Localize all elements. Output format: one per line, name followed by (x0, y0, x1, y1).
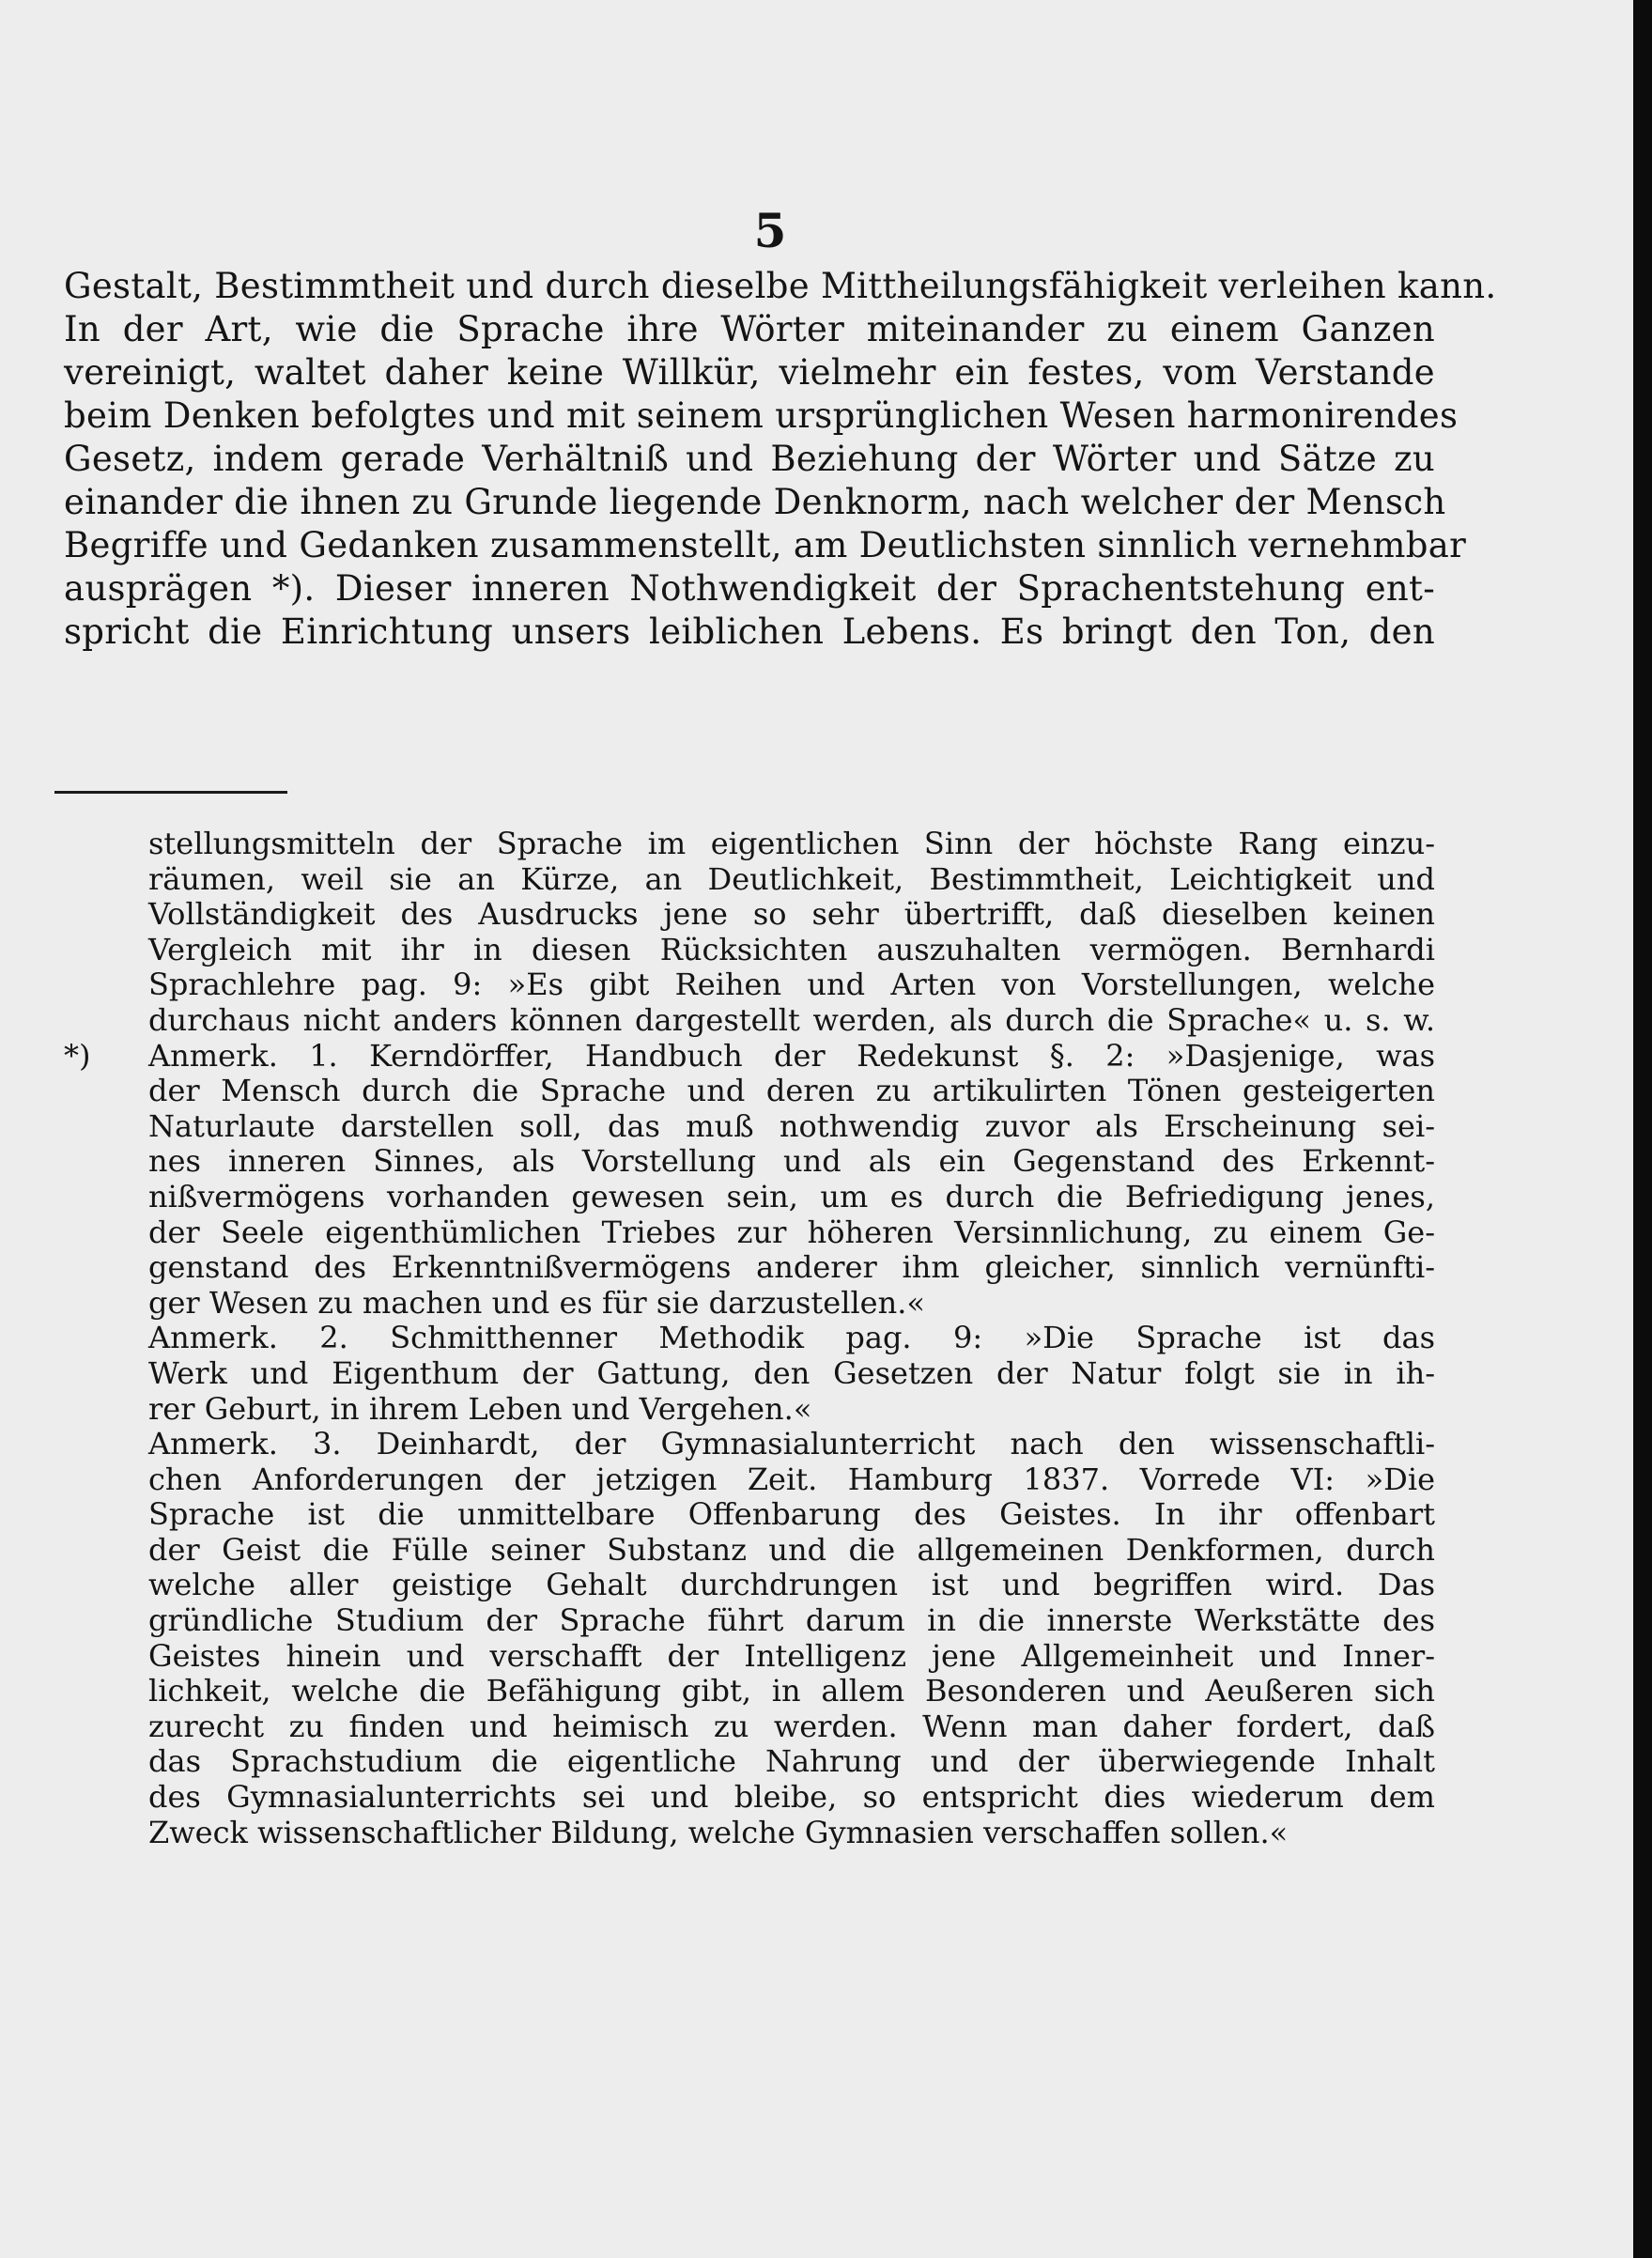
footnote-line: Vollständigkeit des Ausdrucks jene so sehr übertrifft, daß dieselben keinen (148, 896, 1435, 933)
footnote-line: lichkeit, welche die Befähigung gibt, in allem Besonderen und Aeußeren sich (148, 1673, 1435, 1709)
footnote-line: Anmerk. 3. Deinhardt, der Gymnasialunterricht nach den wissenschaftli- (148, 1426, 1435, 1462)
text-line: Gesetz, indem gerade Verhältniß und Beziehung der Wörter und Sätze zu (64, 439, 1435, 479)
text-line: vereinigt, waltet daher keine Willkür, vielmehr ein festes, vom Verstande (64, 352, 1435, 393)
main-text (64, 265, 1497, 654)
footnotes (64, 827, 1435, 1850)
footnote-line: des Gymnasialunterrichts sei und bleibe, so entspricht dies wiederum dem (148, 1779, 1435, 1816)
footnote-line: gründliche Studium der Sprache führt darum in die innerste Werkstätte des (148, 1602, 1435, 1639)
footnote-line: Sprachlehre pag. 9: »Es gibt Reihen und Arten von Vorstellungen, welche (148, 967, 1435, 1003)
footnote-line-text: Anmerk. 1. Kerndörffer, Handbuch der Redekunst §. 2: »Dasjenige, was (148, 1037, 1435, 1074)
footnote-separator (54, 791, 287, 794)
footnote-line: ger Wesen zu machen und es für sie darzustellen.« (148, 1284, 925, 1321)
footnote-line: räumen, weil sie an Kürze, an Deutlichkeit, Bestimmtheit, Leichtigkeit und (148, 860, 1435, 897)
footnote-line: stellungsmitteln der Sprache im eigentlichen Sinn der höchste Rang einzu- (148, 826, 1435, 861)
footnote-line: zurecht zu finden und heimisch zu werden. Wenn man daher fordert, daß (148, 1708, 1435, 1744)
footnote-line: Anmerk. 2. Schmitthenner Methodik pag. 9: »Die Sprache ist das (148, 1320, 1435, 1356)
footnote-line: Sprache ist die unmittelbare Offenbarung des Geistes. In ihr offenbart (148, 1496, 1435, 1533)
footnote-line: der Geist die Fülle seiner Substanz und die allgemeinen Denkformen, durch (148, 1531, 1435, 1568)
page-edge-shadow (1633, 0, 1652, 2258)
footnote-line: genstand des Erkenntnißvermögens anderer ihm gleicher, sinnlich vernünfti- (148, 1249, 1435, 1286)
text-line: Begriffe und Gedanken zusammenstellt, am Deutlichsten sinnlich vernehmbar (64, 525, 1467, 565)
footnote-line: Vergleich mit ihr in diesen Rücksichten auszuhalten vermögen. Bernhardi (148, 931, 1435, 967)
footnote-line: Werk und Eigenthum der Gattung, den Gesetzen der Natur folgt sie in ih- (148, 1354, 1435, 1391)
footnote-line: Zweck wissenschaftlicher Bildung, welche Gymnasien verschaffen sollen.« (148, 1814, 1289, 1850)
text-line: ausprägen *). Dieser inneren Nothwendigkeit der Sprachentstehung ent- (64, 568, 1435, 609)
footnote-line: Naturlaute darstellen soll, das muß nothwendig zuvor als Erscheinung sei- (148, 1107, 1435, 1144)
footnote-line: nes inneren Sinnes, als Vorstellung und als ein Gegenstand des Erkennt- (148, 1143, 1435, 1180)
footnote-line-with-marker (64, 1039, 1435, 1075)
footnote-line: das Sprachstudium die eigentliche Nahrung und der überwiegende Inhalt (148, 1743, 1435, 1780)
footnote-line: durchaus nicht anders können dargestellt werden, als durch die Sprache« u. s. w. (148, 1001, 1435, 1038)
footnote-line: der Seele eigenthümlichen Triebes zur höheren Versinnlichung, zu einem Ge- (148, 1214, 1435, 1250)
footnote-line: Geistes hinein und verschafft der Intelligenz jene Allgemeinheit und Inner- (148, 1637, 1435, 1674)
footnote-line: welche aller geistige Gehalt durchdrungen ist und begriffen wird. Das (148, 1567, 1435, 1603)
footnote-line: nißvermögens vorhanden gewesen sein, um es durch die Befriedigung jenes, (148, 1178, 1435, 1214)
footnote-line: rer Geburt, in ihrem Leben und Vergehen.« (148, 1390, 812, 1427)
text-line: beim Denken befolgtes und mit seinem ursprünglichen Wesen harmonirendes (64, 395, 1459, 436)
footnote-line: chen Anforderungen der jetzigen Zeit. Hamburg 1837. Vorrede VI: »Die (148, 1461, 1435, 1497)
text-line: In der Art, wie die Sprache ihre Wörter miteinander zu einem Ganzen (64, 309, 1435, 349)
footnote-marker: *) (64, 1037, 91, 1074)
text-line: spricht die Einrichtung unsers leiblichen Lebens. Es bringt den Ton, den (64, 611, 1435, 652)
footnote-line: der Mensch durch die Sprache und deren zu artikulirten Tönen gesteigerten (148, 1073, 1435, 1109)
page-number: 5 (753, 203, 787, 258)
text-line: Gestalt, Bestimmtheit und durch dieselbe Mittheilungsfähigkeit verleihen kann. (64, 266, 1497, 306)
text-line: einander die ihnen zu Grunde liegende Denknorm, nach welcher der Mensch (64, 482, 1446, 522)
